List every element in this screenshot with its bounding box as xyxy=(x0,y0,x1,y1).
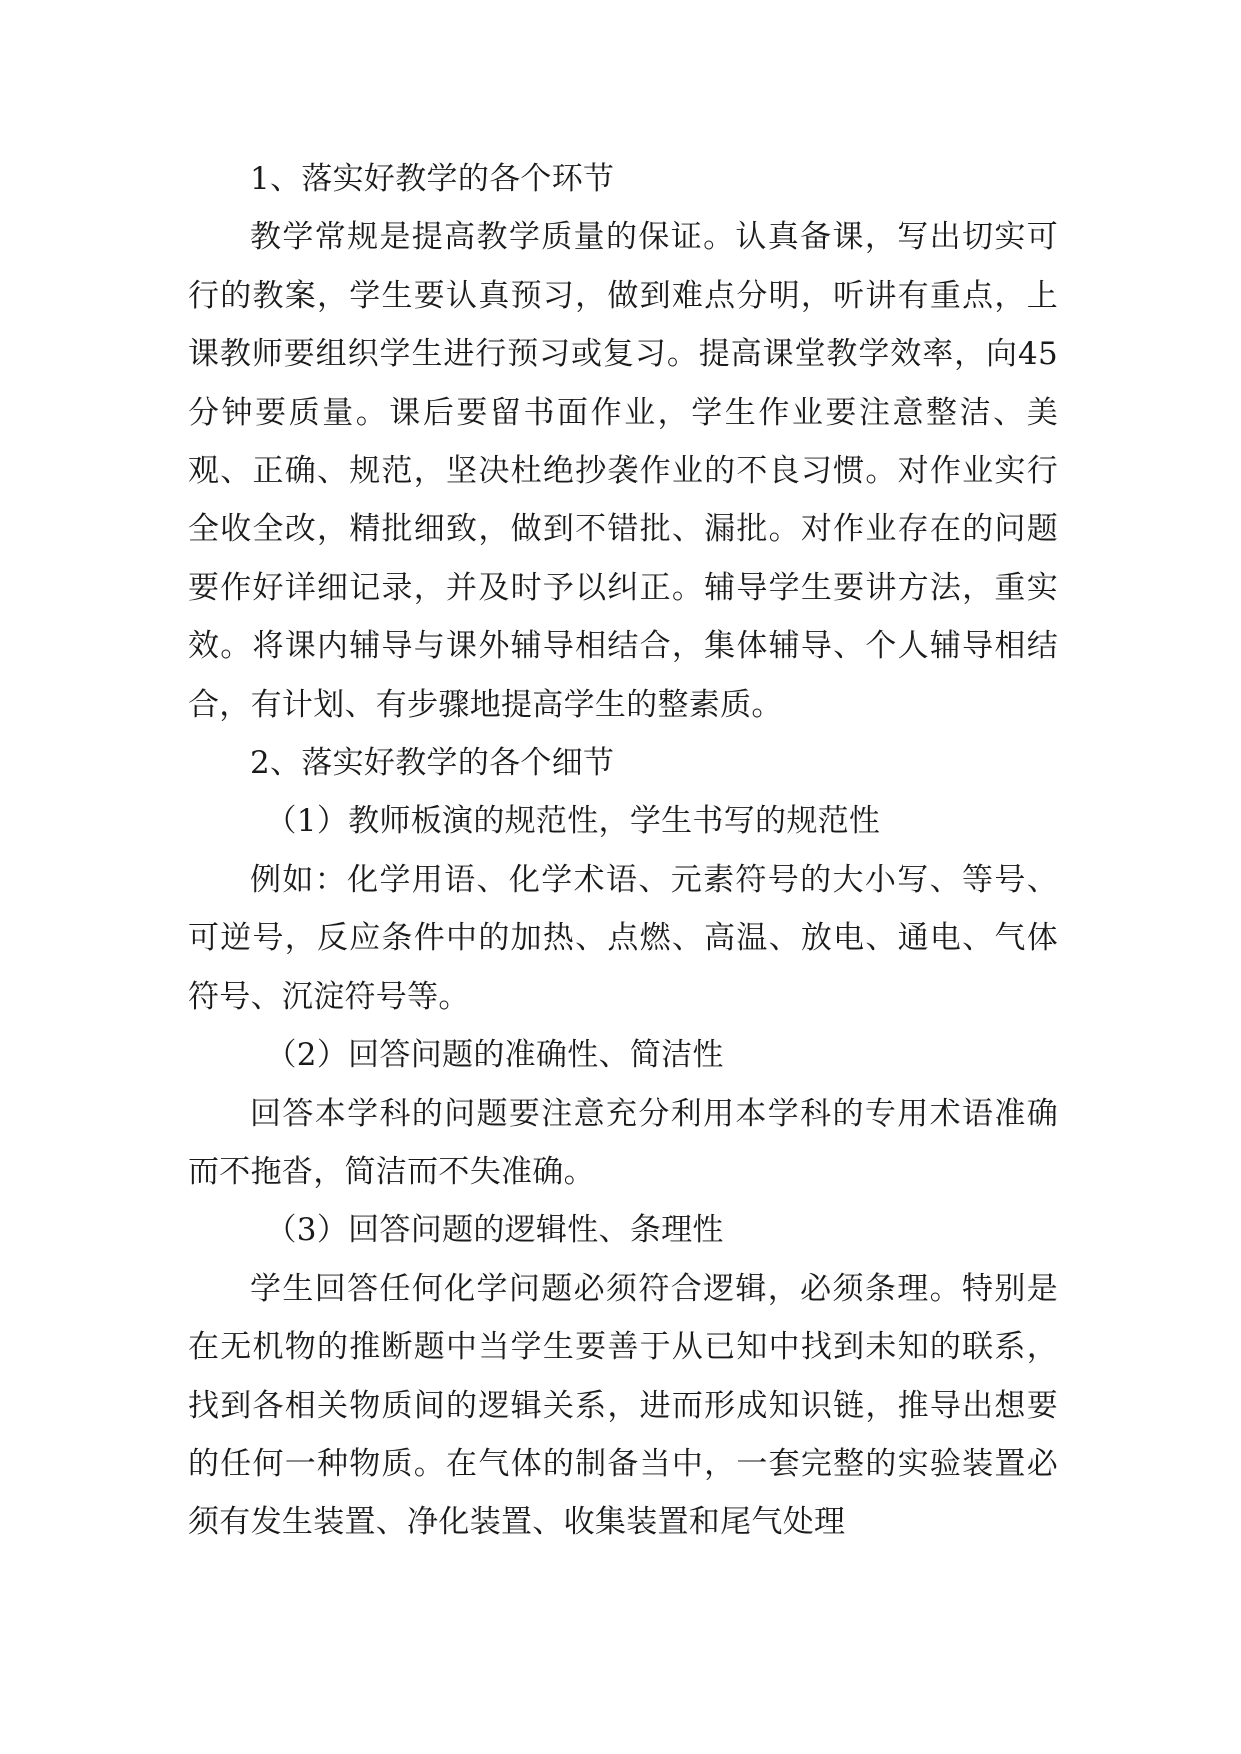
paragraph-answer-accuracy: 回答本学科的问题要注意充分利用本学科的专用术语准确而不拖沓，简洁而不失准确。 xyxy=(188,1095,1058,1190)
paragraph-teaching-routine: 教学常规是提高教学质量的保证。认真备课，写出切实可行的教案，学生要认真预习，做到难点分明，听讲有重点，上课教师要组织学生进行预习或复习。提高课堂教学效率，向45分钟要质量。课后要留书面作业，学生作业要注意整洁、美观、正确、规范，坚决杜绝抄袭作业的不良习惯。对作业实行全收全改，精批细致，做到不错批、漏批。对作业存在的问题要作好详细记录，并及时予以纠正。辅导学生要讲方法，重实效。将课内辅导与课外辅导相结合，集体辅导、个人辅导相结合，有计划、有步骤地提高学生的整素质。 xyxy=(188,219,1058,723)
section-heading-1: 1、落实好教学的各个环节 xyxy=(250,161,615,197)
subheading-3: （3）回答问题的逻辑性、条理性 xyxy=(265,1212,724,1249)
subheading-2: （2）回答问题的准确性、简洁性 xyxy=(265,1037,724,1074)
subheading-1: （1）教师板演的规范性，学生书写的规范性 xyxy=(265,803,881,840)
document-body xyxy=(188,150,1058,1552)
paragraph-logic: 学生回答任何化学问题必须符合逻辑，必须条理。特别是在无机物的推断题中当学生要善于从已知中找到未知的联系，找到各相关物质间的逻辑关系，进而形成知识链，推导出想要的任何一种物质。在气体的制备当中，一套完整的实验装置必须有发生装置、净化装置、收集装置和尾气处理 xyxy=(188,1270,1058,1541)
section-heading-2: 2、落实好教学的各个细节 xyxy=(250,745,615,782)
paragraph-examples: 例如：化学用语、化学术语、元素符号的大小写、等号、可逆号，反应条件中的加热、点燃、高温、放电、通电、气体符号、沉淀符号等。 xyxy=(188,861,1058,1015)
